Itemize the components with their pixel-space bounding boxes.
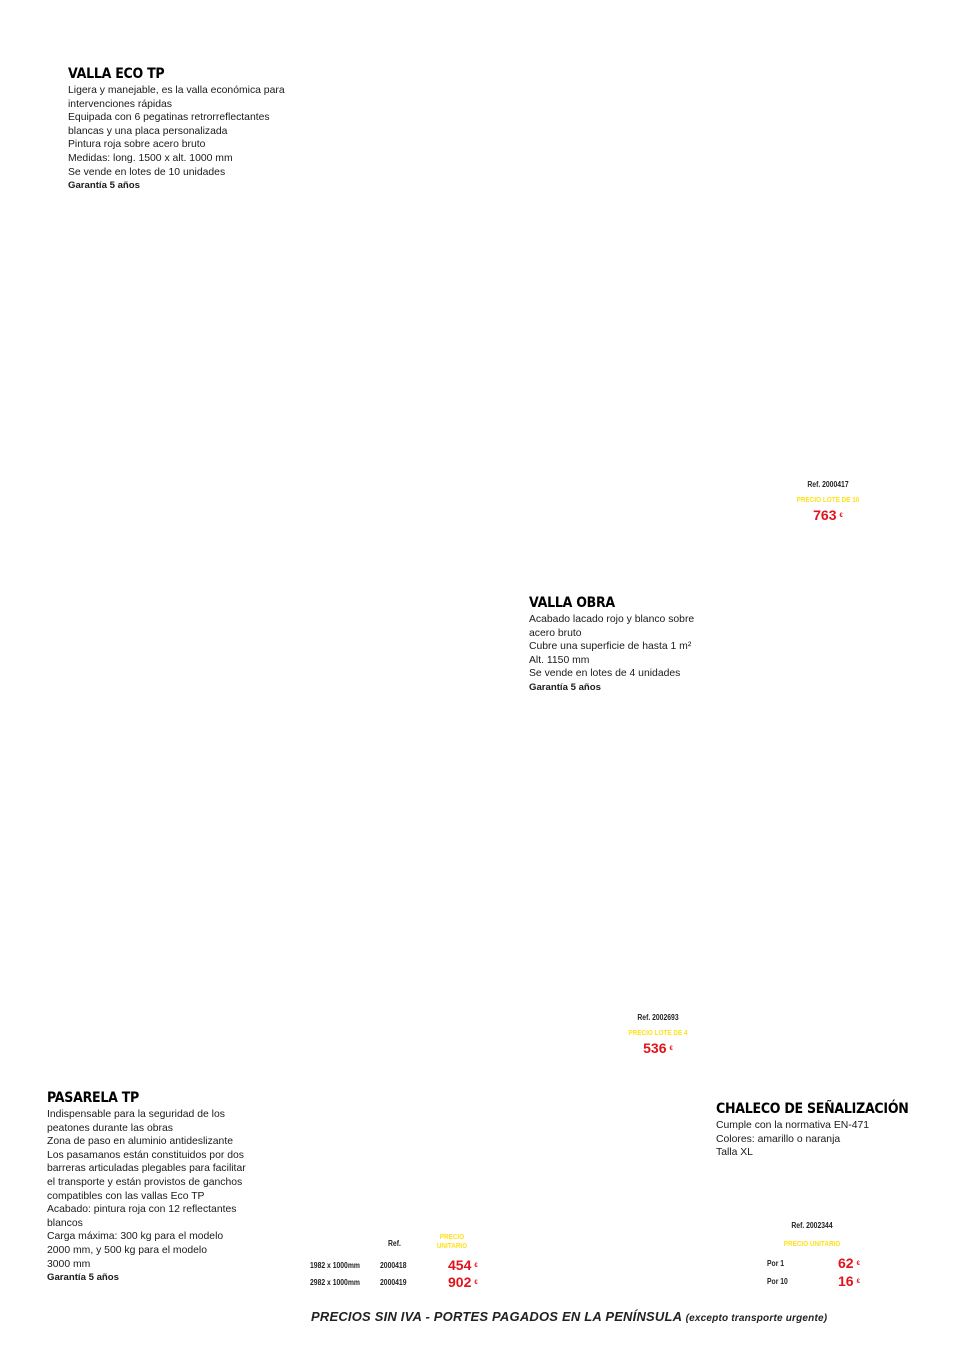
price-amount: 454 <box>448 1257 472 1273</box>
currency-symbol: € <box>856 1261 860 1268</box>
row-price <box>838 1273 860 1289</box>
price-amount: 62 <box>838 1255 854 1271</box>
price-block-valla-obra <box>598 1013 718 1056</box>
description-line: Pintura roja sobre acero bruto <box>68 139 206 151</box>
product-description <box>47 1108 246 1285</box>
description-line: intervenciones rápidas <box>68 98 172 110</box>
description-line: Talla XL <box>716 1147 753 1159</box>
description-line: 3000 mm <box>47 1258 91 1270</box>
ref-code: Ref. 2002693 <box>637 1013 679 1022</box>
guarantee-text: Garantía 5 años <box>529 681 601 693</box>
price-value <box>598 1040 718 1056</box>
product-description <box>529 613 694 695</box>
currency-symbol: € <box>669 1046 673 1053</box>
description-line: Carga máxima: 300 kg para el modelo <box>47 1231 224 1243</box>
product-pasarela <box>47 1090 246 1285</box>
description-line: Medidas: long. 1500 x alt. 1000 mm <box>68 152 233 164</box>
description-line: Alt. 1150 mm <box>529 654 590 666</box>
table-row <box>300 1275 490 1291</box>
table-row <box>300 1258 490 1274</box>
description-line: Zona de paso en aluminio antideslizante <box>47 1136 234 1148</box>
row-size: 1982 x 1000mm <box>310 1261 360 1270</box>
ref-code: Ref. 2000417 <box>807 480 849 489</box>
description-line: compatibles con las vallas Eco TP <box>47 1190 205 1202</box>
description-line: peatones durante las obras <box>47 1122 173 1134</box>
description-line: barreras articuladas plegables para facilitar <box>47 1163 246 1175</box>
row-price <box>838 1255 860 1271</box>
description-line: Colores: amarillo o naranja <box>716 1133 841 1145</box>
product-valla-eco <box>68 66 285 193</box>
price-label: PRECIO LOTE DE 10 <box>796 495 860 504</box>
description-line: blancas y una placa personalizada <box>68 125 228 137</box>
description-line: acero bruto <box>529 627 582 639</box>
currency-symbol: € <box>474 1280 478 1287</box>
price-label: PRECIO UNITARIO <box>783 1239 841 1248</box>
price-table-chaleco <box>752 1221 872 1293</box>
description-line: Se vende en lotes de 4 unidades <box>529 668 681 680</box>
description-line: Acabado: pintura roja con 12 reflectantes <box>47 1204 237 1216</box>
price-table-pasarela <box>300 1232 490 1292</box>
product-description <box>716 1119 930 1160</box>
product-title: VALLA OBRA <box>529 595 615 611</box>
table-row <box>752 1274 872 1290</box>
product-title: CHALECO DE SEÑALIZACIÓN <box>716 1101 909 1117</box>
currency-symbol: € <box>839 513 843 520</box>
price-value <box>768 507 888 523</box>
footer-note <box>311 1309 827 1324</box>
description-line: el transporte y están provistos de ganchos <box>47 1176 243 1188</box>
description-line: Indispensable para la seguridad de los <box>47 1109 225 1120</box>
price-amount: 536 <box>643 1040 667 1056</box>
footer-subnote: (excepto transporte urgente) <box>685 1313 828 1324</box>
description-line: blancos <box>47 1217 83 1229</box>
description-line: Cumple con la normativa EN-471 <box>716 1120 870 1131</box>
description-line: Ligera y manejable, es la valla económica para <box>68 85 285 96</box>
price-amount: 902 <box>448 1274 472 1290</box>
price-amount: 16 <box>838 1273 854 1289</box>
description-line: Cubre una superficie de hasta 1 m² <box>529 641 692 653</box>
currency-symbol: € <box>856 1279 860 1286</box>
description-line: Se vende en lotes de 10 unidades <box>68 166 226 178</box>
table-header-ref: Ref. <box>388 1239 401 1248</box>
row-price <box>448 1274 478 1290</box>
row-price <box>448 1257 478 1273</box>
guarantee-text: Garantía 5 años <box>47 1272 119 1284</box>
ref-code: Ref. 2002344 <box>791 1221 833 1230</box>
table-header-price-line2: UNITARIO <box>436 1241 468 1250</box>
table-header-price-line1: PRECIO <box>439 1232 465 1241</box>
row-ref: 2000418 <box>380 1261 407 1270</box>
table-header-price <box>427 1232 478 1250</box>
row-qty: Por 1 <box>767 1259 785 1268</box>
product-title: PASARELA TP <box>47 1090 139 1106</box>
currency-symbol: € <box>474 1263 478 1270</box>
product-description <box>68 84 285 193</box>
product-valla-obra <box>529 595 694 695</box>
description-line: 2000 mm, y 500 kg para el modelo <box>47 1244 207 1256</box>
footer-main: PRECIOS SIN IVA - PORTES PAGADOS EN LA PENÍNSULA <box>311 1309 682 1324</box>
row-ref: 2000419 <box>380 1278 407 1287</box>
price-block-valla-eco <box>768 480 888 523</box>
row-size: 2982 x 1000mm <box>310 1278 360 1287</box>
table-row <box>752 1256 872 1272</box>
description-line: Los pasamanos están constituidos por dos <box>47 1149 244 1161</box>
description-line: Acabado lacado rojo y blanco sobre <box>529 614 695 625</box>
description-line: Equipada con 6 pegatinas retrorreflectantes <box>68 112 270 124</box>
price-label: PRECIO LOTE DE 4 <box>628 1028 688 1037</box>
product-chaleco <box>716 1101 930 1160</box>
guarantee-text: Garantía 5 años <box>68 180 140 192</box>
row-qty: Por 10 <box>767 1277 788 1286</box>
price-amount: 763 <box>813 507 837 523</box>
product-title: VALLA ECO TP <box>68 66 165 82</box>
